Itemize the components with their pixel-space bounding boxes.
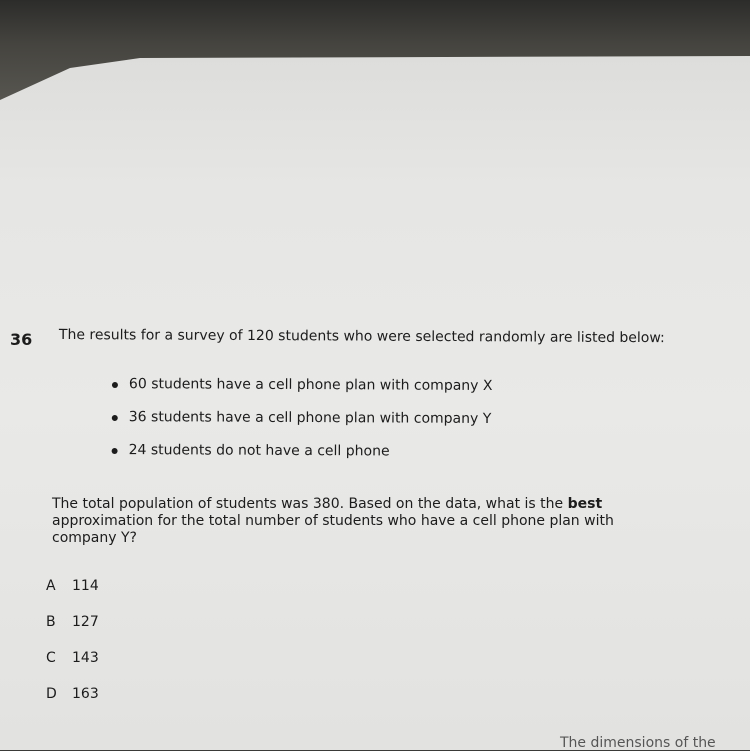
- prompt-text-line3: company Y?: [52, 530, 137, 546]
- bullet-icon: [112, 415, 118, 421]
- list-item: [112, 409, 612, 445]
- choice-letter: D: [46, 686, 57, 702]
- answer-choices: [46, 578, 246, 722]
- answer-choice-d[interactable]: [46, 686, 246, 722]
- bullet-icon: [112, 382, 118, 388]
- choice-value: 163: [72, 686, 99, 702]
- survey-results-list: [111, 376, 612, 478]
- question-stem: The results for a survey of 120 students who were selected randomly are listed below:: [58, 327, 665, 347]
- bleed-through-text: The dimensions of the: [560, 735, 716, 751]
- list-item: [112, 376, 612, 412]
- list-item-text: 60 students have a cell phone plan with company X: [128, 376, 493, 394]
- choice-value: 114: [72, 578, 99, 594]
- question-number: 36: [10, 330, 33, 349]
- list-item: [111, 442, 611, 478]
- choice-value: 143: [72, 650, 99, 666]
- answer-choice-a[interactable]: [46, 578, 246, 614]
- choice-letter: A: [46, 578, 56, 594]
- choice-letter: B: [46, 614, 56, 630]
- bullet-icon: [112, 448, 118, 454]
- prompt-text: The total population of students was 380. Based on the data, what is the: [52, 496, 564, 512]
- answer-choice-c[interactable]: [46, 650, 246, 686]
- question-prompt: [52, 496, 692, 547]
- choice-value: 127: [72, 614, 99, 630]
- list-item-text: 24 students do not have a cell phone: [128, 442, 390, 460]
- answer-choice-b[interactable]: [46, 614, 246, 650]
- choice-letter: C: [46, 650, 56, 666]
- prompt-emphasis: best: [567, 496, 603, 512]
- list-item-text: 36 students have a cell phone plan with company Y: [128, 409, 492, 427]
- prompt-text-line2: approximation for the total number of students who have a cell phone plan with: [52, 513, 614, 529]
